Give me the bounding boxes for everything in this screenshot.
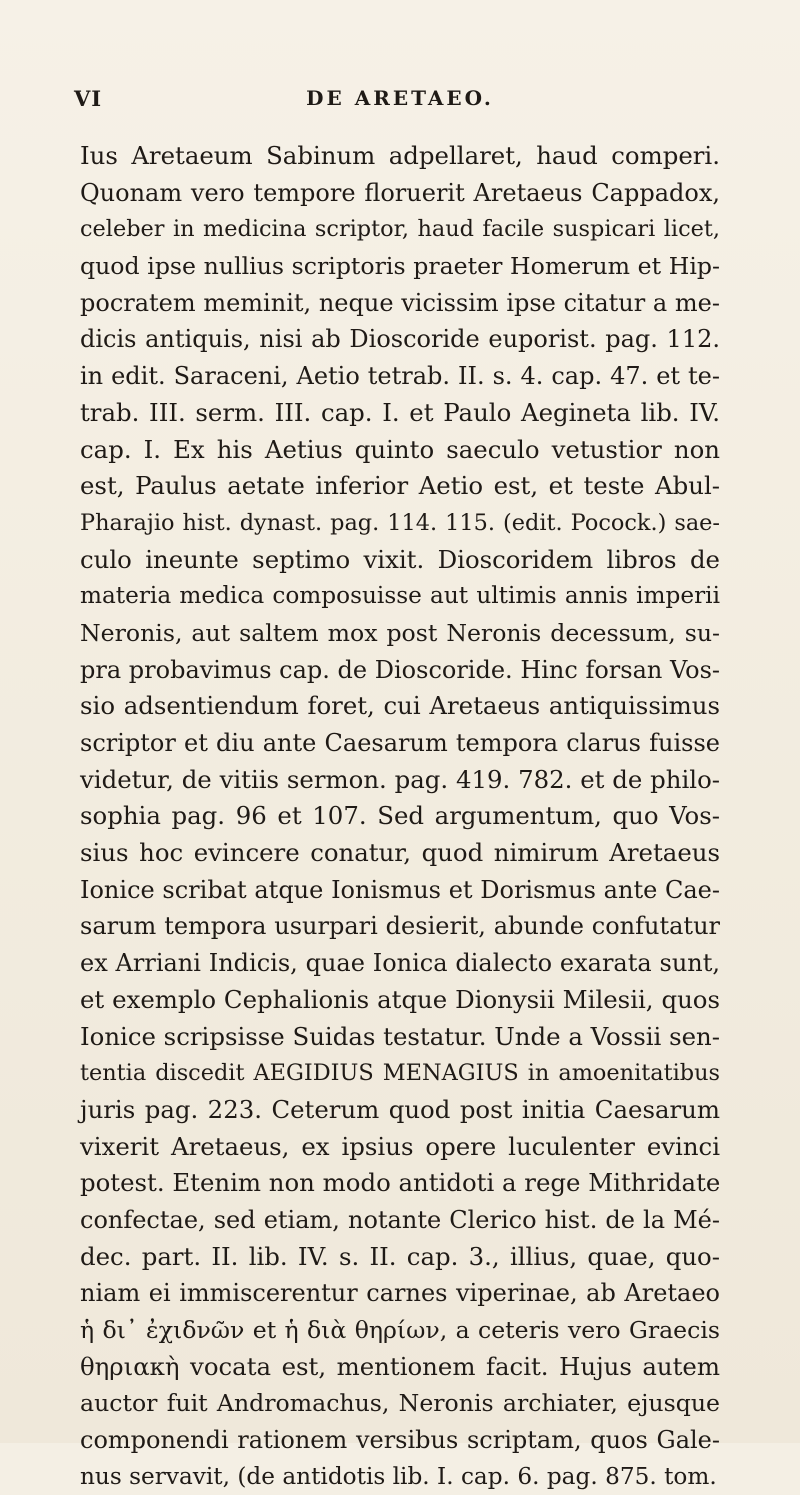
text-line: quod ipse nullius scriptoris praeter Homerum et Hip-	[80, 252, 720, 281]
text-line: pocratem meminit, neque vicissim ipse citatur a me-	[80, 288, 720, 317]
text-line: dec. part. II. lib. IV. s. II. cap. 3., illius, quae, quo-	[80, 1241, 720, 1271]
text-line: Ionice scribat atque Ionismus et Dorismus ante Cae-	[80, 875, 720, 904]
text-line: Neronis, aut saltem mox post Neronis decessum, su-	[80, 618, 720, 647]
text-line: confectae, sed etiam, notante Clerico hist. de la Mé-	[80, 1205, 720, 1234]
page-number: VI	[74, 86, 103, 111]
text-line: θηριακὴ vocata est, mentionem facit. Hujus autem	[80, 1351, 720, 1381]
text-line: potest. Etenim non modo antidoti a rege Mithridate	[80, 1168, 721, 1198]
text-line: dicis antiquis, nisi ab Dioscoride euporist. pag. 112.	[80, 325, 720, 354]
text-line: nus servavit, (de antidotis lib. I. cap. 6. pag. 875. tom.	[80, 1462, 717, 1490]
text-line: in edit. Saraceni, Aetio tetrab. II. s. 4. cap. 47. et te-	[80, 362, 720, 391]
text-line: pra probavimus cap. de Dioscoride. Hinc forsan Vos-	[80, 655, 720, 684]
text-line: sius hoc evincere conatur, quod nimirum Aretaeus	[80, 838, 720, 868]
text-line: Ionice scripsisse Suidas testatur. Unde a Vossii sen-	[80, 1021, 720, 1051]
running-title: DE ARETAEO.	[306, 86, 494, 110]
text-line: trab. III. serm. III. cap. I. et Paulo Aegineta lib. IV.	[80, 397, 720, 427]
text-line: vixerit Aretaeus, ex ipsius opere luculenter evinci	[80, 1131, 720, 1161]
text-line: cap. I. Ex his Aetius quinto saeculo vetustior non	[80, 434, 720, 464]
text-line: celeber in medicina scriptor, haud facile suspicari licet,	[80, 216, 720, 243]
text-line: juris pag. 223. Ceterum quod post initia Caesarum	[80, 1094, 720, 1124]
text-line: Pharajio hist. dynast. pag. 114. 115. (edit. Pocock.) sae-	[80, 509, 720, 536]
text-line: videtur, de vitiis sermon. pag. 419. 782. et de philo-	[80, 764, 720, 794]
text-line: culo ineunte septimo vixit. Dioscoridem libros de	[80, 544, 720, 574]
text-line: niam ei immiscerentur carnes viperinae, ab Aretaeo	[80, 1279, 720, 1308]
text-line: Ius Aretaeum Sabinum adpellaret, haud comperi.	[80, 141, 720, 170]
text-line: componendi rationem versibus scriptam, quos Gale-	[80, 1426, 720, 1455]
page-header	[0, 86, 800, 116]
text-line: scriptor et diu ante Caesarum tempora clarus fuisse	[80, 729, 720, 757]
text-line: auctor fuit Andromachus, Neronis archiater, ejusque	[80, 1389, 720, 1418]
text-line: ἡ δι᾽ ἐχιδνῶν et ἡ διὰ θηρίων, a ceteris vero Graecis	[80, 1316, 720, 1344]
text-line: materia medica composuisse aut ultimis annis imperii	[80, 582, 720, 610]
text-line: est, Paulus aetate inferior Aetio est, et teste Abul-	[80, 471, 720, 501]
text-line: ex Arriani Indicis, quae Ionica dialecto exarata sunt,	[80, 949, 720, 978]
text-line: et exemplo Cephalionis atque Dionysii Milesii, quos	[80, 984, 720, 1014]
text-line: Quonam vero tempore floruerit Aretaeus Cappadox,	[80, 178, 720, 207]
body-text	[80, 138, 720, 1495]
text-line: sarum tempora usurpari desierit, abunde confutatur	[80, 912, 720, 941]
text-line: sophia pag. 96 et 107. Sed argumentum, quo Vos-	[80, 801, 720, 831]
text-line: sio adsentiendum foret, cui Aretaeus antiquissimus	[80, 691, 720, 721]
text-line: tentia discedit AEGIDIUS MENAGIUS in amoenitatibus	[80, 1060, 720, 1087]
